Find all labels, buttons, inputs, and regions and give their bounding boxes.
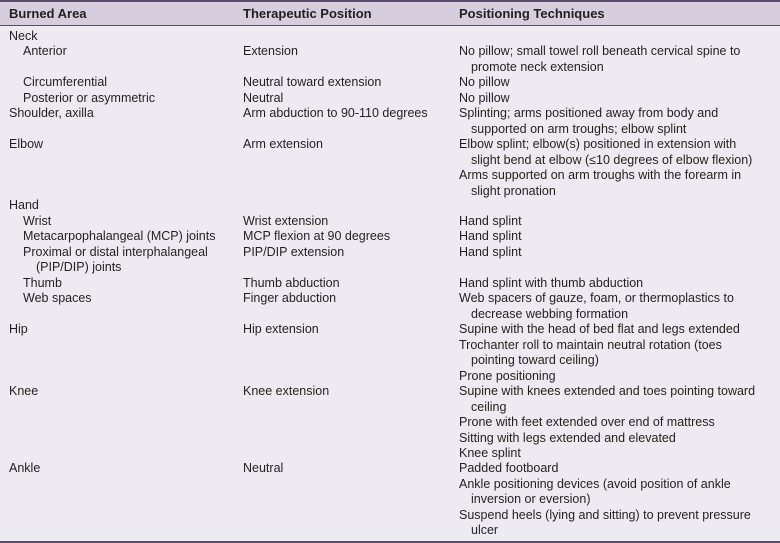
technique-pip: Hand splint: [459, 244, 522, 259]
technique-elbow-line4: slight pronation: [471, 183, 556, 198]
technique-mcp: Hand splint: [459, 229, 522, 243]
position-hip: Hip extension: [243, 322, 319, 336]
position-wrist: Wrist extension: [243, 213, 329, 228]
technique-web-line1: Web spacers of gauze, foam, or thermoplastics to: [459, 291, 734, 305]
technique-ankle-line4: Suspend heels (lying and sitting) to prevent pressure: [459, 507, 751, 522]
technique-hip-line3: pointing toward ceiling): [471, 353, 599, 367]
technique-knee-line3: Prone with feet extended over end of mattress: [459, 415, 715, 429]
area-ankle: Ankle: [9, 461, 41, 475]
technique-ankle-line2: Ankle positioning devices (avoid position of ankle: [459, 476, 731, 491]
technique-thumb: Hand splint with thumb abduction: [459, 275, 644, 290]
area-thumb: Thumb: [23, 275, 62, 290]
table-header: [0, 0, 780, 26]
area-wrist: Wrist: [23, 213, 52, 228]
position-anterior: Extension: [243, 44, 298, 58]
technique-hip-line4: Prone positioning: [459, 368, 556, 383]
area-anterior: Anterior: [23, 44, 67, 58]
area-knee: Knee: [9, 384, 39, 398]
area-web-spaces: Web spaces: [23, 291, 92, 305]
position-shoulder: Arm abduction to 90-110 degrees: [243, 106, 428, 120]
area-hand: Hand: [9, 198, 39, 212]
technique-elbow-line3: Arms supported on arm troughs with the forearm in: [459, 168, 742, 182]
technique-posterior: No pillow: [459, 90, 510, 105]
technique-ankle-line3: inversion or eversion): [471, 492, 591, 506]
area-neck: Neck: [9, 29, 38, 43]
technique-hip-line2: Trochanter roll to maintain neutral rotation (toes: [459, 337, 722, 352]
technique-knee-line2: ceiling: [471, 399, 507, 414]
position-elbow: Arm extension: [243, 137, 323, 151]
area-pip-line2: (PIP/DIP) joints: [36, 260, 122, 274]
technique-anterior-line1: No pillow; small towel roll beneath cervical spine to: [459, 44, 741, 58]
area-posterior: Posterior or asymmetric: [23, 90, 155, 105]
position-knee: Knee extension: [243, 384, 330, 398]
position-posterior: Neutral: [243, 90, 284, 105]
technique-ankle-line5: ulcer: [471, 523, 499, 537]
technique-shoulder-line2: supported on arm troughs; elbow splint: [471, 121, 687, 136]
technique-circumferential: No pillow: [459, 75, 510, 89]
technique-anterior-line2: promote neck extension: [471, 59, 604, 74]
technique-shoulder-line1: Splinting; arms positioned away from body and: [459, 106, 719, 120]
technique-wrist: Hand splint: [459, 213, 522, 228]
position-pip: PIP/DIP extension: [243, 244, 345, 259]
position-web-spaces: Finger abduction: [243, 291, 337, 305]
position-ankle: Neutral: [243, 461, 284, 475]
area-hip: Hip: [9, 322, 28, 336]
header-positioning-techniques: Positioning Techniques: [459, 6, 605, 21]
technique-knee-line4: Sitting with legs extended and elevated: [459, 430, 676, 445]
area-shoulder: Shoulder, axilla: [9, 106, 94, 120]
technique-hip-line1: Supine with the head of bed flat and legs extended: [459, 322, 740, 336]
position-thumb: Thumb abduction: [243, 275, 340, 290]
technique-elbow-line1: Elbow splint; elbow(s) positioned in extension with: [459, 137, 737, 151]
area-mcp: Metacarpophalangeal (MCP) joints: [23, 229, 216, 243]
technique-ankle-line1: Padded footboard: [459, 461, 559, 475]
technique-knee-line1: Supine with knees extended and toes pointing toward: [459, 384, 756, 398]
area-pip-line1: Proximal or distal interphalangeal: [23, 244, 208, 259]
technique-web-line2: decrease webbing formation: [471, 306, 629, 321]
technique-elbow-line2: slight bend at elbow (≤10 degrees of elbow flexion): [471, 152, 753, 167]
position-circumferential: Neutral toward extension: [243, 75, 382, 89]
header-therapeutic-position: Therapeutic Position: [243, 6, 372, 21]
area-elbow: Elbow: [9, 137, 44, 151]
technique-knee-line5: Knee splint: [459, 446, 521, 460]
area-circumferential: Circumferential: [23, 75, 108, 89]
position-mcp: MCP flexion at 90 degrees: [243, 229, 391, 243]
header-burned-area: Burned Area: [9, 6, 87, 21]
